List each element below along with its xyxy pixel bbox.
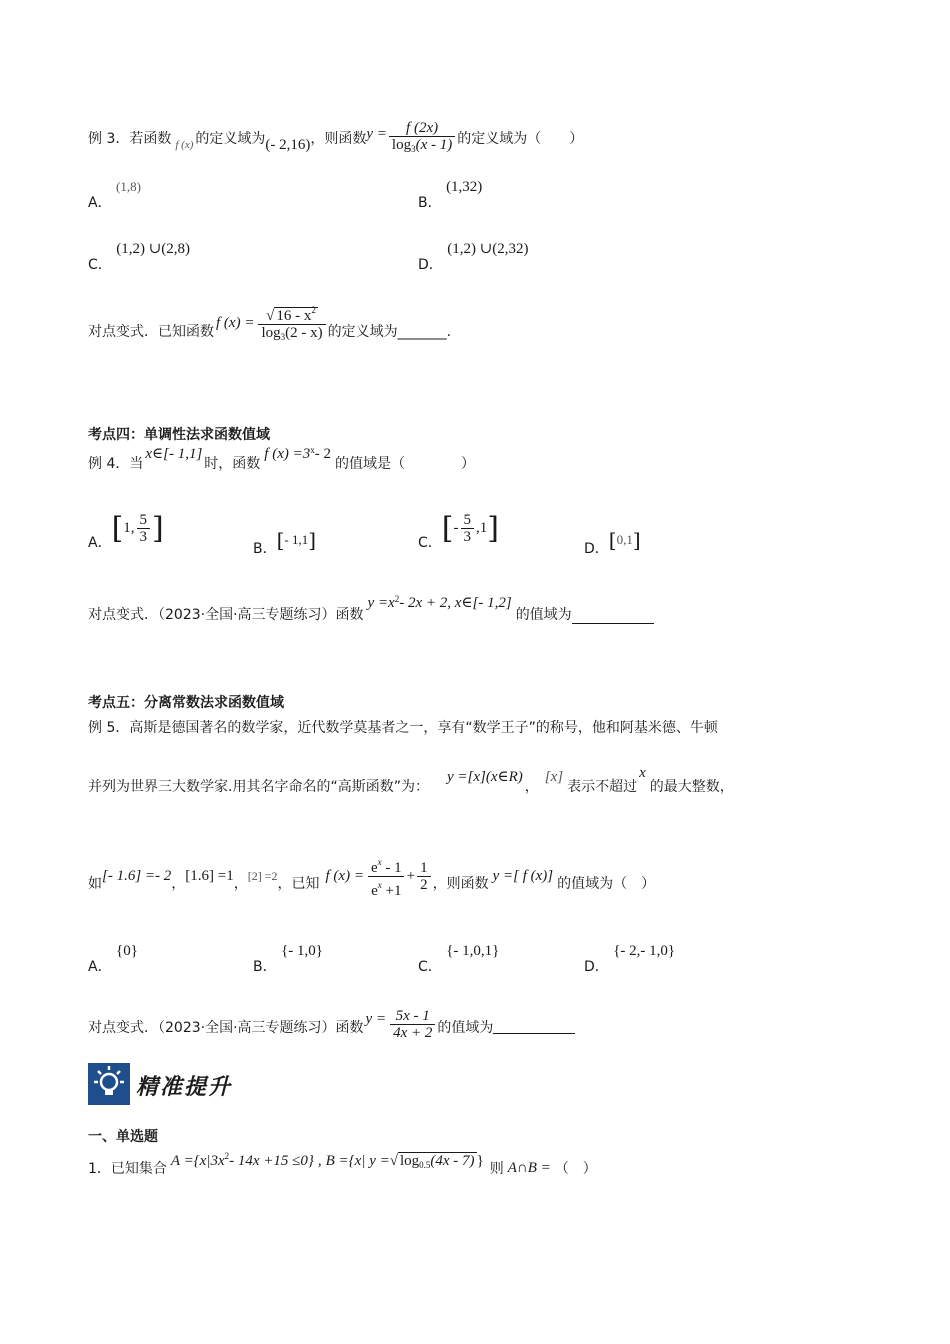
- option-fraction-num: 5: [139, 511, 148, 528]
- question-1-tail-a: 则: [489, 1161, 504, 1177]
- example-5-sep-1: ，: [171, 876, 186, 892]
- variant-5-fraction: [390, 1008, 435, 1041]
- variant-4: [88, 590, 654, 624]
- question-1-tail-b: A∩B =: [507, 1159, 551, 1176]
- variant-3-fraction: $\frac{√ 16 - x^2}{\log_3(2 - x)}$: [258, 302, 325, 345]
- example-5-fraction-1: [368, 854, 405, 899]
- example-5-option-d[interactable]: [584, 940, 676, 975]
- fraction-exp: x: [377, 856, 382, 867]
- example-3-log: log: [391, 136, 412, 153]
- variant-3-log-arg: (2 - x): [285, 324, 323, 341]
- option-letter: D．: [584, 541, 609, 557]
- example-5-line-3-c: ，则函数: [432, 876, 489, 892]
- option-value: {0}: [116, 943, 138, 959]
- example-4-label: 例 4．当: [88, 456, 144, 472]
- option-value-right: ,1: [476, 519, 488, 536]
- example-3-option-d[interactable]: [418, 238, 529, 273]
- question-1-set-a: A ={x|3x: [170, 1152, 225, 1169]
- option-value: {- 2,- 1,0}: [613, 943, 676, 959]
- example-5-example-b: [1.6] =1: [185, 867, 234, 884]
- option-value: - 1,1: [284, 532, 309, 547]
- variant-3-log: log: [261, 324, 281, 341]
- option-value: (1,32): [446, 179, 483, 195]
- fraction-num: 1: [420, 859, 428, 876]
- option-letter: B．: [418, 195, 442, 211]
- answer-blank[interactable]: [572, 611, 654, 624]
- question-1-log-arg: (4x - 7): [430, 1152, 475, 1169]
- option-letter: D．: [584, 959, 609, 975]
- example-3-numerator: f (2x): [406, 119, 439, 136]
- option-fraction-den: 3: [461, 528, 475, 545]
- option-value-left: 1,: [123, 519, 135, 536]
- fraction-exp: x: [377, 879, 382, 890]
- key-point-5-title: 考点五：分离常数法求函数值域: [88, 695, 284, 711]
- variant-3-label: 对点变式．已知函数: [88, 324, 214, 340]
- option-letter: B．: [253, 959, 277, 975]
- fraction-e: e: [370, 859, 378, 876]
- question-1-tail-c: （ ）: [554, 1161, 597, 1177]
- example-5-option-b[interactable]: [253, 940, 323, 975]
- example-4-option-a[interactable]: A． [ 1, $\frac{5}{3}$ ]: [88, 510, 164, 551]
- example-5-gauss-function: y =[x](x∈R): [446, 769, 523, 785]
- example-3-log-base: 3: [411, 143, 416, 154]
- variant-3-radicand-exp: 2: [311, 304, 316, 315]
- variant-5: [88, 1004, 575, 1044]
- option-letter: B．: [253, 541, 277, 557]
- example-4-function-rest: - 2: [314, 446, 331, 462]
- question-1-set-b: B ={x| y =: [325, 1152, 390, 1169]
- fraction-den: 2: [417, 876, 431, 893]
- question-1-label: 1．已知集合: [88, 1161, 167, 1177]
- example-3-fx: f (x): [175, 139, 194, 151]
- example-5-option-c[interactable]: [418, 940, 500, 975]
- answer-blank[interactable]: [493, 1021, 575, 1034]
- fraction-e: e: [371, 882, 378, 899]
- option-letter: C．: [418, 959, 442, 975]
- example-5-line-2-b: 表示不超过: [567, 779, 638, 795]
- variant-4-label: 对点变式．（2023·全国·高三专题练习）函数: [88, 607, 364, 623]
- example-3-log-arg: (x - 1): [415, 136, 453, 153]
- option-value: (1,2) ∪(2,32): [447, 241, 529, 257]
- section-subtitle: 一、单选题: [88, 1129, 158, 1145]
- option-letter: C．: [88, 257, 112, 273]
- variant-3-radicand: 16 - x: [276, 307, 312, 324]
- option-value: 0,1: [616, 532, 633, 547]
- question-1-log: log: [399, 1152, 420, 1169]
- option-letter: D．: [418, 257, 443, 273]
- example-4-option-b[interactable]: B． [ - 1,1 ]: [253, 528, 317, 557]
- option-value: {- 1,0,1}: [446, 943, 500, 959]
- option-fraction-num: 5: [463, 511, 471, 528]
- example-3-tail: 的定义域为（ ）: [457, 131, 584, 147]
- example-5-x-variable: x: [639, 765, 646, 781]
- example-4-tail: 的值域是（ ）: [334, 456, 475, 472]
- example-5-example-a: [- 1.6] =- 2: [102, 867, 172, 884]
- variant-3-tail: 的定义域为_______.: [327, 324, 452, 340]
- example-3-interval: (- 2,16): [265, 136, 311, 153]
- fraction-rest: - 1: [381, 859, 402, 876]
- variant-5-y-eq: y =: [365, 1010, 387, 1027]
- example-5-tail: 的值域为（ ）: [557, 876, 656, 892]
- example-4-option-c[interactable]: C． [ - $\frac{5}{3}$ ,1 ]: [418, 510, 499, 551]
- option-letter: A．: [88, 195, 112, 211]
- option-value-left: -: [453, 519, 459, 536]
- variant-3-log-base: 3: [280, 331, 286, 342]
- example-5-line-2-a: 并列为世界三大数学家.用其名字命名的“高斯函数”为：: [88, 779, 429, 795]
- question-1: 1．已知集合 A ={x|3x 2 - 14x +15 ≤0} , B ={x| y = √ $\log_{0.5}(4x - 7)$ } 则 A∩B = （ ）: [88, 1151, 597, 1177]
- example-5-plus: +: [406, 867, 416, 884]
- variant-5-label: 对点变式．（2023·全国·高三专题练习）函数: [88, 1020, 364, 1036]
- option-fraction-den: 3: [137, 528, 151, 545]
- example-3-option-c[interactable]: [88, 238, 191, 273]
- example-5-line-3-a: 如: [88, 876, 102, 892]
- example-5-sep-2: ，: [233, 876, 248, 892]
- option-letter: C．: [418, 535, 442, 551]
- option-value: (1,2) ∪(2,8): [116, 241, 191, 257]
- example-5-option-a[interactable]: [88, 940, 138, 975]
- example-5-fx: f (x) =: [325, 867, 364, 884]
- example-4-exp: x: [310, 445, 315, 455]
- example-3-option-b[interactable]: [418, 176, 483, 211]
- example-4-question: [88, 443, 475, 473]
- variant-5-denominator: 4x + 2: [390, 1024, 435, 1041]
- variant-4-exp: 2: [394, 594, 400, 604]
- banner-title: 精准提升: [136, 1075, 233, 1100]
- example-3-option-a[interactable]: [88, 176, 141, 211]
- example-4-when-text: 时，函数: [204, 456, 261, 472]
- variant-4-tail: 的值域为: [515, 607, 572, 623]
- option-value: (1,8): [116, 179, 141, 194]
- example-3-question: [88, 118, 583, 158]
- example-5-fraction-2: [417, 860, 431, 893]
- example-5-yf: y =[ f (x)]: [492, 867, 554, 884]
- example-3-domain-text: 的定义域为: [195, 131, 266, 147]
- variant-4-function-rest: - 2x + 2, x∈[- 1,2]: [399, 595, 512, 611]
- key-point-4-title: 考点四：单调性法求函数值域: [88, 427, 270, 443]
- variant-5-numerator: 5x - 1: [395, 1007, 430, 1024]
- example-5-bracket-x: [x]: [544, 769, 564, 785]
- variant-3: [88, 300, 451, 346]
- example-3-label: 例 3．若函数: [88, 131, 172, 147]
- example-3-fraction: [389, 120, 455, 157]
- fraction-rest: +1: [381, 882, 402, 899]
- option-letter: A．: [88, 959, 112, 975]
- question-1-comma: ,: [317, 1152, 322, 1169]
- question-1-set-a-exp: 2: [224, 1151, 230, 1161]
- example-3-y-eq: y =: [366, 125, 387, 142]
- example-5-line-2-c: 的最大整数，: [649, 779, 734, 795]
- example-5-line-3-b: ，已知: [277, 876, 320, 892]
- example-4-option-d[interactable]: D． [ 0,1 ]: [584, 528, 641, 557]
- example-5-line-2: [88, 762, 734, 796]
- question-1-close: }: [476, 1152, 484, 1169]
- example-4-condition: x∈[- 1,1]: [145, 446, 203, 462]
- example-5-example-c: [2] =2: [247, 868, 278, 883]
- example-4-function: f (x) =3: [264, 446, 311, 462]
- option-letter: A．: [88, 535, 112, 551]
- example-3-then-text: ，则函数: [310, 131, 367, 147]
- option-value: {- 1,0}: [281, 943, 323, 959]
- example-5-line-1: 例 5．高斯是德国著名的数学家，近代数学莫基者之一，享有“数学王子”的称号，他和阿基米德、牛顿: [88, 720, 718, 736]
- variant-3-fx: f (x) =: [216, 314, 255, 331]
- variant-4-function: y =x: [367, 595, 395, 611]
- example-5-line-3: [88, 852, 655, 900]
- lightbulb-icon: [88, 1063, 130, 1105]
- question-1-set-a-rest: - 14x +15 ≤0}: [229, 1152, 314, 1169]
- variant-5-tail: 的值域为: [437, 1020, 494, 1036]
- question-1-log-base: 0.5: [419, 1159, 431, 1170]
- example-5-comma: ，: [524, 779, 539, 795]
